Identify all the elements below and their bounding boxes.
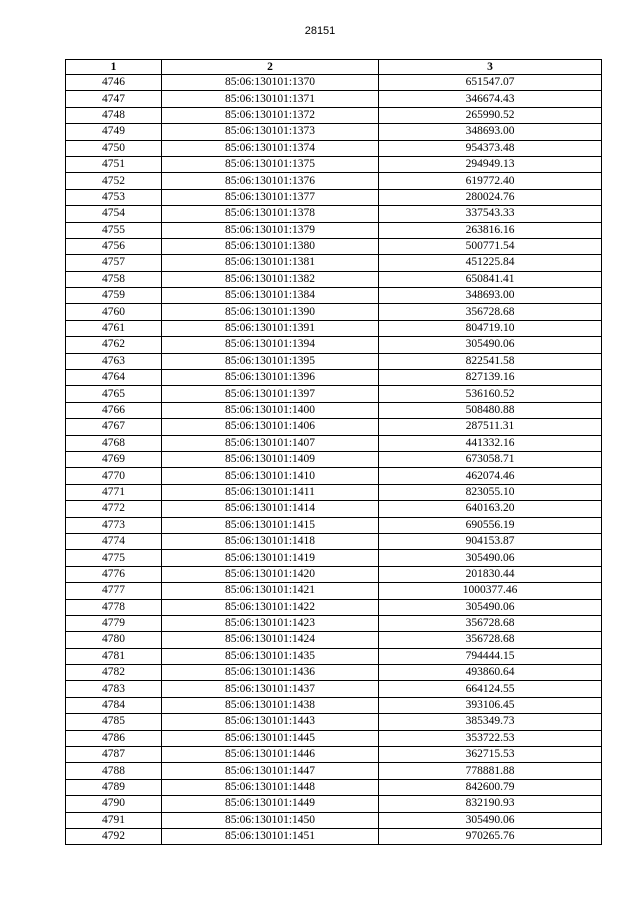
cadastral-number-cell: 85:06:130101:1421 [162,583,379,599]
value-cell: 778881.88 [379,763,602,779]
cadastral-number-cell: 85:06:130101:1378 [162,206,379,222]
table-row [66,812,602,828]
value-cell: 904153.87 [379,533,602,549]
cadastral-number-cell: 85:06:130101:1443 [162,714,379,730]
row-number-cell: 4756 [66,238,162,254]
value-cell: 356728.68 [379,632,602,648]
value-cell: 305490.06 [379,550,602,566]
table-row [66,779,602,795]
cadastral-number-cell: 85:06:130101:1450 [162,812,379,828]
table-row [66,468,602,484]
cadastral-number-cell: 85:06:130101:1445 [162,730,379,746]
table-row [66,747,602,763]
cadastral-number-cell: 85:06:130101:1374 [162,140,379,156]
column-header-1: 1 [66,60,162,75]
cadastral-number-cell: 85:06:130101:1409 [162,451,379,467]
value-cell: 827139.16 [379,370,602,386]
row-number-cell: 4785 [66,714,162,730]
row-number-cell: 4780 [66,632,162,648]
row-number-cell: 4767 [66,419,162,435]
value-cell: 970265.76 [379,828,602,844]
row-number-cell: 4749 [66,124,162,140]
table-row [66,615,602,631]
table-row [66,206,602,222]
cadastral-number-cell: 85:06:130101:1437 [162,681,379,697]
table-row [66,222,602,238]
table-row [66,828,602,844]
value-cell: 337543.33 [379,206,602,222]
value-cell: 441332.16 [379,435,602,451]
cadastral-number-cell: 85:06:130101:1415 [162,517,379,533]
row-number-cell: 4763 [66,353,162,369]
value-cell: 690556.19 [379,517,602,533]
cadastral-number-cell: 85:06:130101:1438 [162,697,379,713]
table-row [66,435,602,451]
value-cell: 346674.43 [379,91,602,107]
value-cell: 263816.16 [379,222,602,238]
value-cell: 287511.31 [379,419,602,435]
cadastral-number-cell: 85:06:130101:1370 [162,75,379,91]
cadastral-number-cell: 85:06:130101:1400 [162,402,379,418]
row-number-cell: 4755 [66,222,162,238]
value-cell: 832190.93 [379,796,602,812]
cadastral-number-cell: 85:06:130101:1397 [162,386,379,402]
table-row [66,566,602,582]
page-number: 28151 [304,25,336,37]
cadastral-number-cell: 85:06:130101:1448 [162,779,379,795]
row-number-cell: 4778 [66,599,162,615]
cadastral-number-cell: 85:06:130101:1420 [162,566,379,582]
row-number-cell: 4784 [66,697,162,713]
value-cell: 201830.44 [379,566,602,582]
value-cell: 536160.52 [379,386,602,402]
row-number-cell: 4753 [66,189,162,205]
value-cell: 305490.06 [379,599,602,615]
table-row [66,665,602,681]
cadastral-number-cell: 85:06:130101:1422 [162,599,379,615]
value-cell: 356728.68 [379,304,602,320]
row-number-cell: 4782 [66,665,162,681]
value-cell: 362715.53 [379,747,602,763]
table-row [66,189,602,205]
table-row [66,599,602,615]
value-cell: 673058.71 [379,451,602,467]
value-cell: 794444.15 [379,648,602,664]
table-row [66,501,602,517]
value-cell: 508480.88 [379,402,602,418]
table-row [66,550,602,566]
value-cell: 348693.00 [379,288,602,304]
cadastral-number-cell: 85:06:130101:1377 [162,189,379,205]
table-row [66,648,602,664]
cadastral-number-cell: 85:06:130101:1373 [162,124,379,140]
row-number-cell: 4783 [66,681,162,697]
table-row [66,140,602,156]
row-number-cell: 4774 [66,533,162,549]
row-number-cell: 4790 [66,796,162,812]
value-cell: 954373.48 [379,140,602,156]
table-row [66,124,602,140]
value-cell: 500771.54 [379,238,602,254]
row-number-cell: 4764 [66,370,162,386]
row-number-cell: 4788 [66,763,162,779]
cadastral-number-cell: 85:06:130101:1395 [162,353,379,369]
row-number-cell: 4770 [66,468,162,484]
value-cell: 664124.55 [379,681,602,697]
cadastral-number-cell: 85:06:130101:1435 [162,648,379,664]
value-cell: 305490.06 [379,337,602,353]
value-cell: 353722.53 [379,730,602,746]
value-cell: 651547.07 [379,75,602,91]
row-number-cell: 4751 [66,156,162,172]
table-row [66,517,602,533]
value-cell: 1000377.46 [379,583,602,599]
row-number-cell: 4789 [66,779,162,795]
value-cell: 842600.79 [379,779,602,795]
row-number-cell: 4773 [66,517,162,533]
row-number-cell: 4752 [66,173,162,189]
row-number-cell: 4792 [66,828,162,844]
row-number-cell: 4760 [66,304,162,320]
row-number-cell: 4762 [66,337,162,353]
header-row [66,60,602,75]
cadastral-number-cell: 85:06:130101:1382 [162,271,379,287]
value-cell: 348693.00 [379,124,602,140]
row-number-cell: 4772 [66,501,162,517]
row-number-cell: 4759 [66,288,162,304]
table-row [66,632,602,648]
cadastral-number-cell: 85:06:130101:1379 [162,222,379,238]
cadastral-table [65,59,602,845]
value-cell: 451225.84 [379,255,602,271]
value-cell: 280024.76 [379,189,602,205]
table-row [66,320,602,336]
row-number-cell: 4746 [66,75,162,91]
row-number-cell: 4777 [66,583,162,599]
value-cell: 650841.41 [379,271,602,287]
value-cell: 294949.13 [379,156,602,172]
cadastral-number-cell: 85:06:130101:1446 [162,747,379,763]
table-row [66,173,602,189]
row-number-cell: 4758 [66,271,162,287]
row-number-cell: 4775 [66,550,162,566]
cadastral-number-cell: 85:06:130101:1376 [162,173,379,189]
cadastral-number-cell: 85:06:130101:1380 [162,238,379,254]
column-header-2: 2 [162,60,379,75]
cadastral-number-cell: 85:06:130101:1394 [162,337,379,353]
value-cell: 823055.10 [379,484,602,500]
row-number-cell: 4750 [66,140,162,156]
row-number-cell: 4787 [66,747,162,763]
value-cell: 265990.52 [379,107,602,123]
row-number-cell: 4748 [66,107,162,123]
value-cell: 493860.64 [379,665,602,681]
cadastral-number-cell: 85:06:130101:1407 [162,435,379,451]
row-number-cell: 4776 [66,566,162,582]
cadastral-number-cell: 85:06:130101:1436 [162,665,379,681]
table-row [66,304,602,320]
table-row [66,681,602,697]
table-row [66,91,602,107]
table-row [66,763,602,779]
row-number-cell: 4766 [66,402,162,418]
cadastral-number-cell: 85:06:130101:1371 [162,91,379,107]
value-cell: 393106.45 [379,697,602,713]
cadastral-number-cell: 85:06:130101:1396 [162,370,379,386]
row-number-cell: 4765 [66,386,162,402]
table-row [66,288,602,304]
table-row [66,714,602,730]
value-cell: 822541.58 [379,353,602,369]
table-header [66,60,602,75]
cadastral-number-cell: 85:06:130101:1384 [162,288,379,304]
cadastral-number-cell: 85:06:130101:1418 [162,533,379,549]
cadastral-number-cell: 85:06:130101:1451 [162,828,379,844]
value-cell: 804719.10 [379,320,602,336]
row-number-cell: 4771 [66,484,162,500]
row-number-cell: 4779 [66,615,162,631]
row-number-cell: 4786 [66,730,162,746]
table-body [66,75,602,845]
row-number-cell: 4769 [66,451,162,467]
value-cell: 356728.68 [379,615,602,631]
table-row [66,583,602,599]
column-header-3: 3 [379,60,602,75]
value-cell: 619772.40 [379,173,602,189]
value-cell: 462074.46 [379,468,602,484]
table-row [66,796,602,812]
value-cell: 640163.20 [379,501,602,517]
table-row [66,730,602,746]
cadastral-number-cell: 85:06:130101:1419 [162,550,379,566]
table-row [66,156,602,172]
row-number-cell: 4761 [66,320,162,336]
table-row [66,484,602,500]
cadastral-number-cell: 85:06:130101:1372 [162,107,379,123]
table-row [66,75,602,91]
table-row [66,337,602,353]
row-number-cell: 4747 [66,91,162,107]
row-number-cell: 4781 [66,648,162,664]
cadastral-number-cell: 85:06:130101:1375 [162,156,379,172]
cadastral-number-cell: 85:06:130101:1406 [162,419,379,435]
cadastral-number-cell: 85:06:130101:1447 [162,763,379,779]
cadastral-number-cell: 85:06:130101:1414 [162,501,379,517]
table-row [66,353,602,369]
table-row [66,386,602,402]
row-number-cell: 4791 [66,812,162,828]
table-row [66,697,602,713]
table-row [66,370,602,386]
cadastral-number-cell: 85:06:130101:1449 [162,796,379,812]
value-cell: 385349.73 [379,714,602,730]
cadastral-number-cell: 85:06:130101:1390 [162,304,379,320]
row-number-cell: 4754 [66,206,162,222]
table-row [66,419,602,435]
cadastral-number-cell: 85:06:130101:1391 [162,320,379,336]
value-cell: 305490.06 [379,812,602,828]
table-row [66,238,602,254]
row-number-cell: 4768 [66,435,162,451]
cadastral-number-cell: 85:06:130101:1423 [162,615,379,631]
cadastral-number-cell: 85:06:130101:1411 [162,484,379,500]
cadastral-number-cell: 85:06:130101:1381 [162,255,379,271]
table-row [66,255,602,271]
table-row [66,271,602,287]
row-number-cell: 4757 [66,255,162,271]
table-row [66,402,602,418]
table-row [66,451,602,467]
cadastral-number-cell: 85:06:130101:1424 [162,632,379,648]
table-row [66,107,602,123]
cadastral-number-cell: 85:06:130101:1410 [162,468,379,484]
table-row [66,533,602,549]
